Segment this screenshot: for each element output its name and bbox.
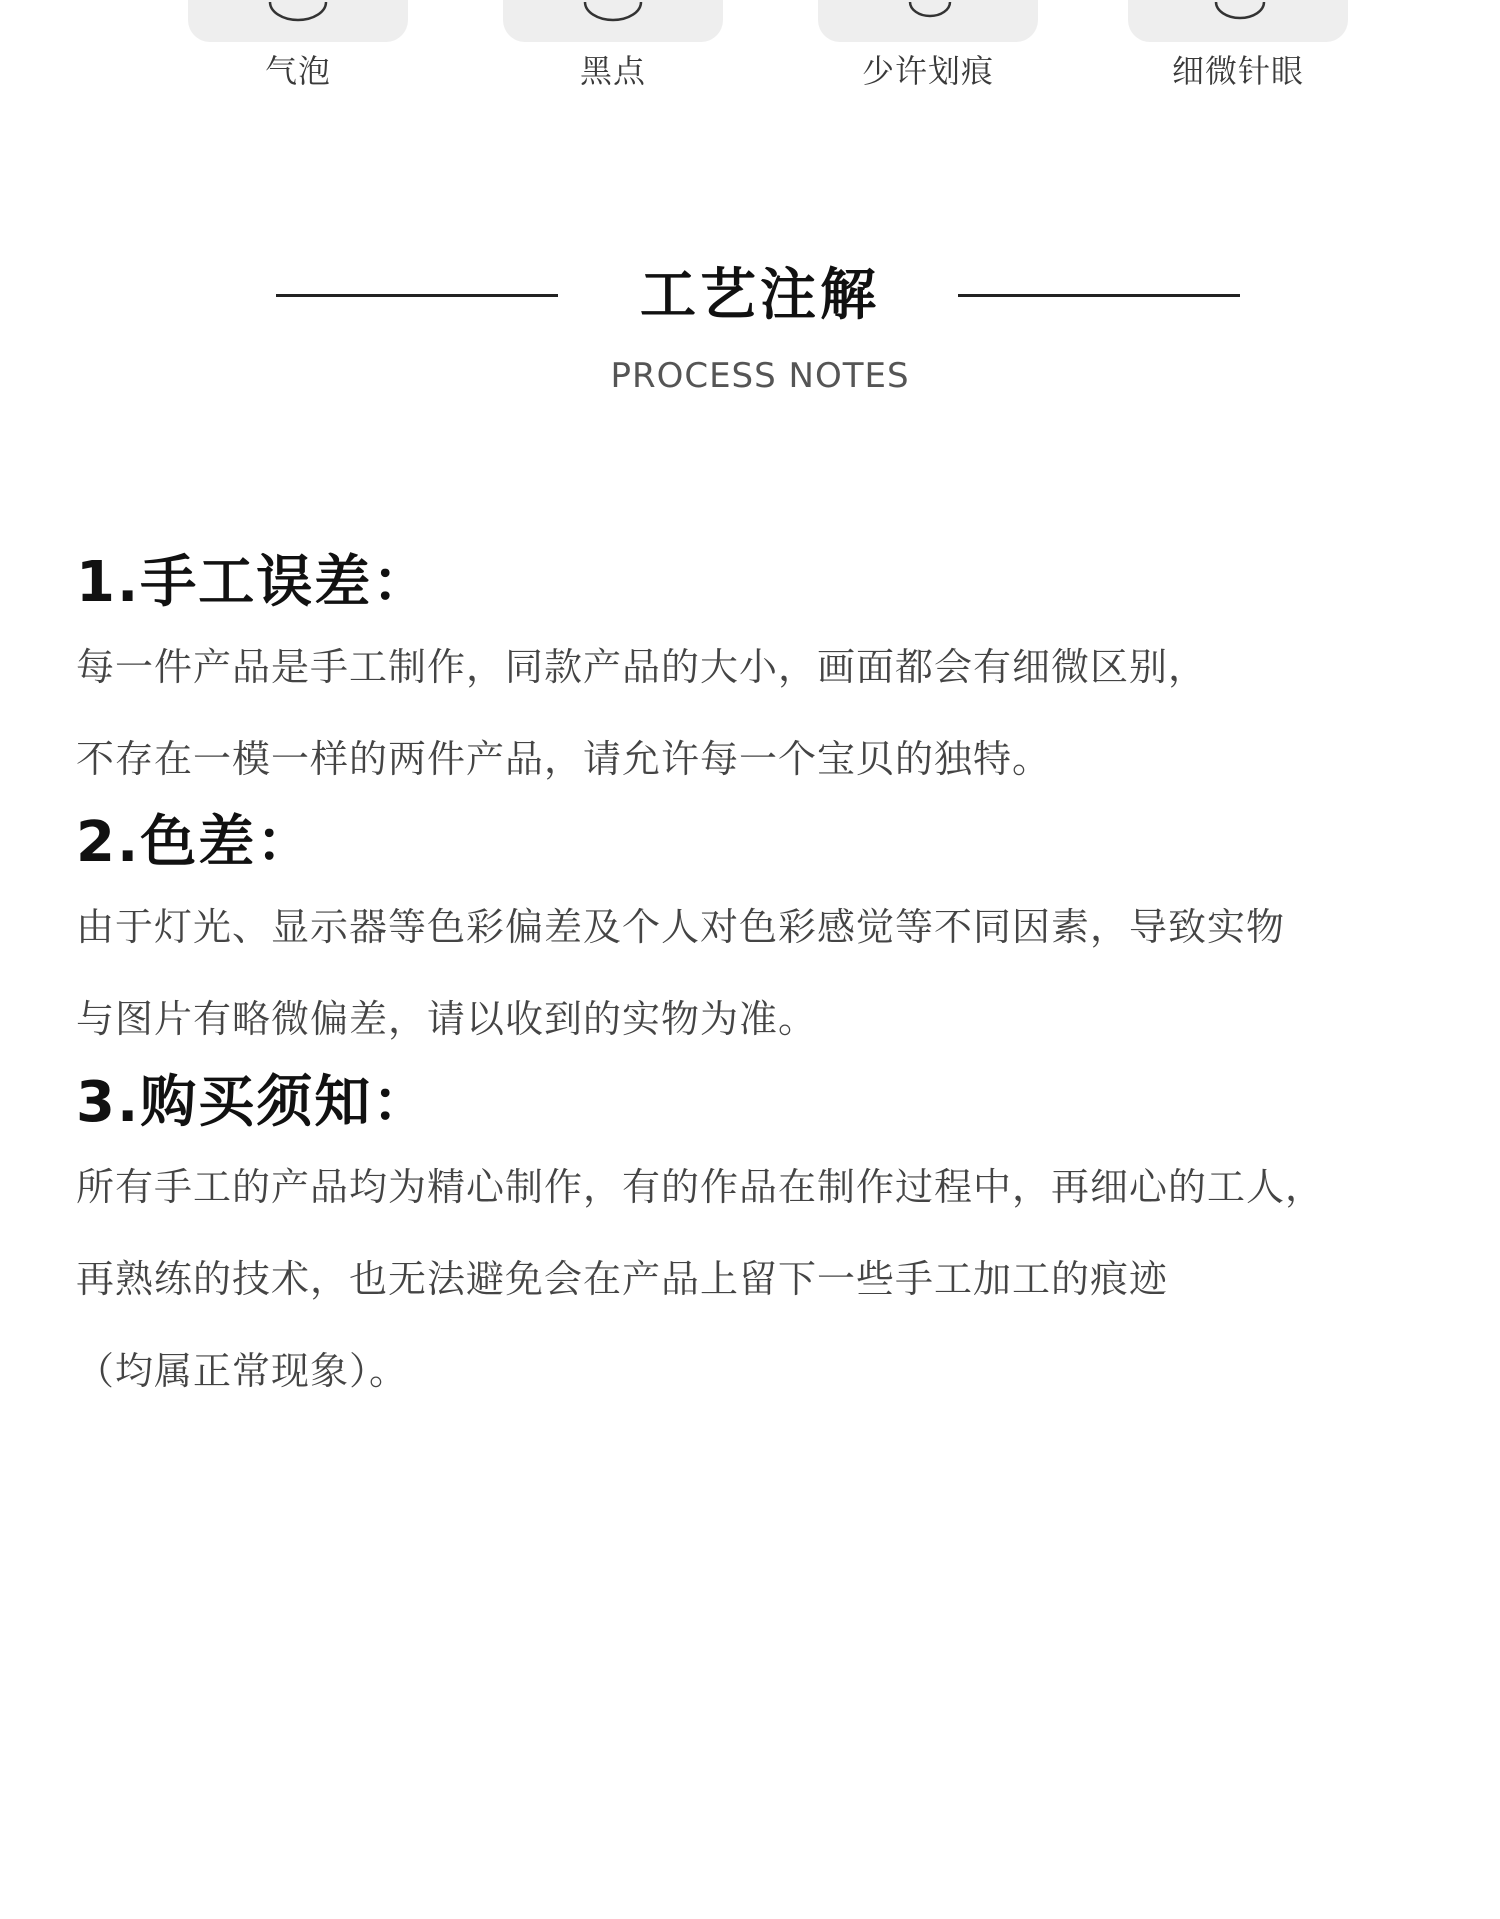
pinhole-defect-icon xyxy=(1128,0,1348,42)
defect-examples-strip xyxy=(0,0,1500,110)
note-line: 与图片有略微偏差，请以收到的实物为准。 xyxy=(76,997,818,1041)
note-title: 3.购买须知： xyxy=(76,1070,431,1135)
note-body xyxy=(76,1141,1476,1417)
defect-label-scratch: 少许划痕 xyxy=(861,52,994,90)
note-line: 所有手工的产品均为精心制作，有的作品在制作过程中，再细心的工人， xyxy=(76,1165,1325,1209)
note-line: （均属正常现象）。 xyxy=(76,1349,409,1393)
defect-item-pinhole xyxy=(1128,0,1348,110)
note-line: 由于灯光、显示器等色彩偏差及个人对色彩感觉等不同因素，导致实物 xyxy=(76,905,1286,949)
bubble-defect-icon xyxy=(188,0,408,42)
defect-label-bubble: 气泡 xyxy=(264,52,331,90)
note-body xyxy=(76,881,1476,1065)
note-line: 再熟练的技术，也无法避免会在产品上留下一些手工加工的痕迹 xyxy=(76,1257,1169,1301)
section-title: 工艺注解 xyxy=(640,263,880,328)
defect-label-pinhole: 细微针眼 xyxy=(1171,52,1304,90)
note-body xyxy=(76,621,1476,805)
black-dot-defect-icon xyxy=(503,0,723,42)
defect-label-black-dot: 黑点 xyxy=(579,52,646,90)
defect-item-bubble xyxy=(188,0,408,110)
section-heading xyxy=(0,258,1500,408)
scratch-defect-icon xyxy=(818,0,1038,42)
note-title: 2.色差： xyxy=(76,810,315,875)
defect-item-scratch xyxy=(818,0,1038,110)
defect-item-black-dot xyxy=(503,0,723,110)
heading-divider-left xyxy=(276,294,558,297)
note-line: 不存在一模一样的两件产品，请允许每一个宝贝的独特。 xyxy=(76,737,1052,781)
note-purchase-notice xyxy=(76,1065,1476,1417)
heading-divider-right xyxy=(958,294,1240,297)
process-notes xyxy=(76,545,1476,1417)
note-title: 1.手工误差： xyxy=(76,550,431,615)
section-subtitle: PROCESS NOTES xyxy=(610,356,910,396)
note-line: 每一件产品是手工制作，同款产品的大小，画面都会有细微区别， xyxy=(76,645,1208,689)
note-handmade-error xyxy=(76,545,1476,805)
note-color-difference xyxy=(76,805,1476,1065)
